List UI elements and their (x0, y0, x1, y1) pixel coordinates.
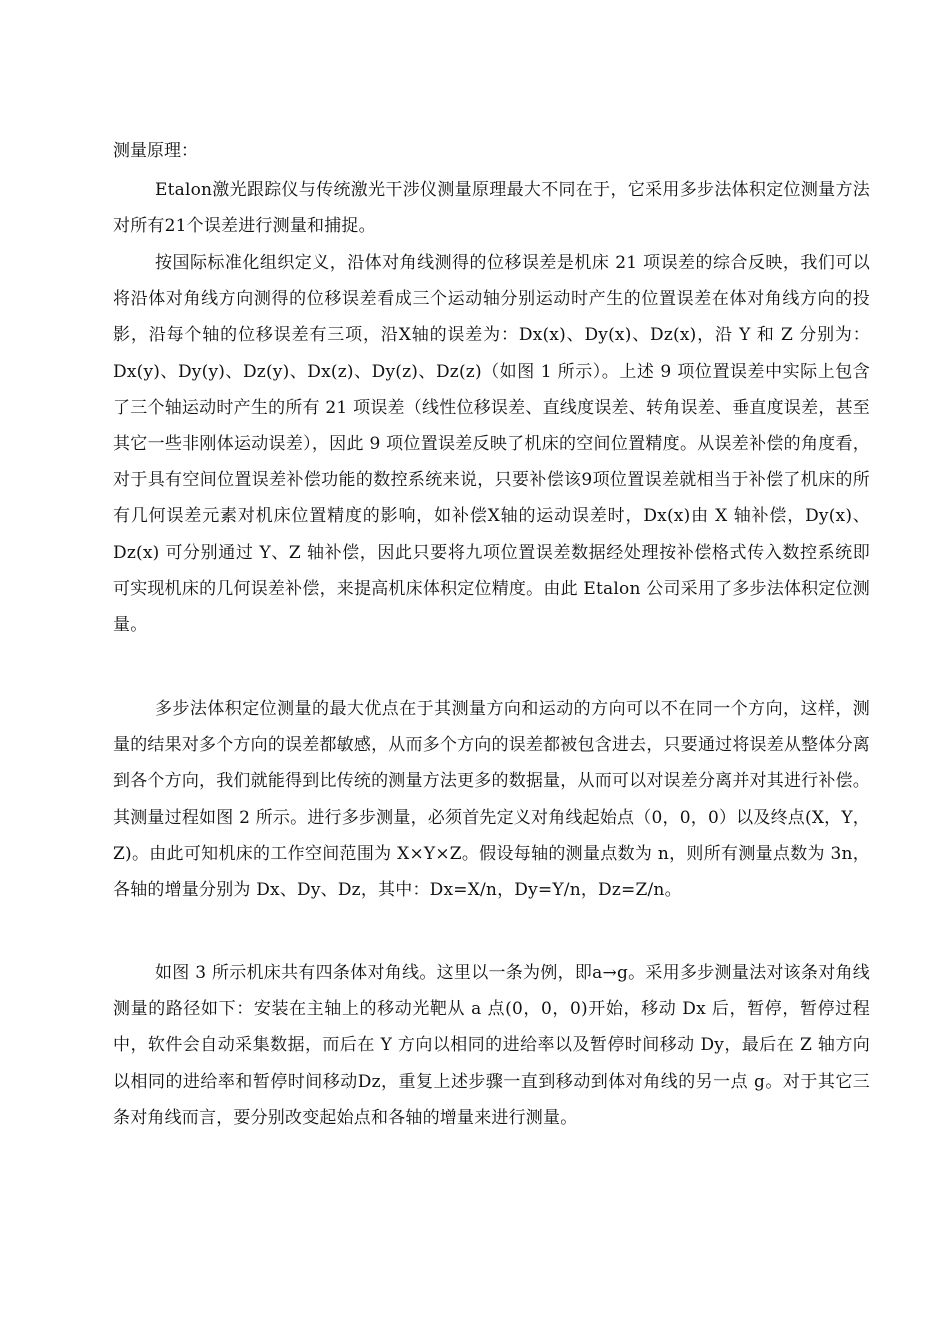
paragraph-multistep-advantage: 多步法体积定位测量的最大优点在于其测量方向和运动的方向可以不在同一个方向，这样，测量的结果对多个方向的误差都敏感，从而多个方向的误差都被包含进去，只要通过将误差从整体分离到各个方向，我们就能得到比传统的测量方法更多的数据量，从而可以对误差分离并对其进行补偿。其测量过程如图 2 所示。进行多步测量，必须首先定义对角线起始点（0，0，0）以及终点(X，Y，Z)。由此可知机床的工作空间范围为 X×Y×Z。假设每轴的测量点数为 n，则所有测量点数为 3n，各轴的增量分别为 Dx、Dy、Dz，其中：Dx=X/n，Dy=Y/n，Dz=Z/n。 (113, 699, 870, 901)
paragraph-intro: Etalon激光跟踪仪与传统激光干涉仪测量原理最大不同在于，它采用多步法体积定位测量方法对所有21个误差进行测量和捕捉。 (113, 180, 870, 237)
paragraph-iso-definition: 按国际标准化组织定义，沿体对角线测得的位移误差是机床 21 项误差的综合反映，我们可以将沿体对角线方向测得的位移误差看成三个运动轴分别运动时产生的位置误差在体对角线方向的投影，沿每个轴的位移误差有三项，沿X轴的误差为：Dx(x)、Dy(x)、Dz(x)，沿 Y 和 Z 分别为：Dx(y)、Dy(y)、Dz(y)、Dx(z)、Dy(z)、Dz(z)（如图 1 所示）。上述 9 项位置误差中实际上包含了三个轴运动时产生的所有 21 项误差（线性位移误差、直线度误差、转角误差、垂直度误差，甚至其它一些非刚体运动误差），因此 9 项位置误差反映了机床的空间位置精度。从误差补偿的角度看，对于具有空间位置误差补偿功能的数控系统来说，只要补偿该9项位置误差就相当于补偿了机床的所有几何误差元素对机床位置精度的影响，如补偿X轴的运动误差时，Dx(x)由 X 轴补偿，Dy(x)、Dz(x) 可分别通过 Y、Z 轴补偿，因此只要将九项位置误差数据经处理按补偿格式传入数控系统即可实现机床的几何误差补偿，来提高机床体积定位精度。由此 Etalon 公司采用了多步法体积定位测量。 (113, 253, 870, 636)
paragraph-diagonal-path: 如图 3 所示机床共有四条体对角线。这里以一条为例，即a→g。采用多步测量法对该条对角线测量的路径如下：安装在主轴上的移动光靶从 a 点(0，0，0)开始，移动 Dx 后，暂停，暂停过程中，软件会自动采集数据，而后在 Y 方向以相同的进给率以及暂停时间移动 Dy，最后在 Z 轴方向以相同的进给率和暂停时间移动Dz，重复上述步骤一直到移动到体对角线的另一点 g。对于其它三条对角线而言，要分别改变起始点和各轴的增量来进行测量。 (113, 963, 870, 1128)
section-heading: 测量原理： (113, 141, 198, 161)
